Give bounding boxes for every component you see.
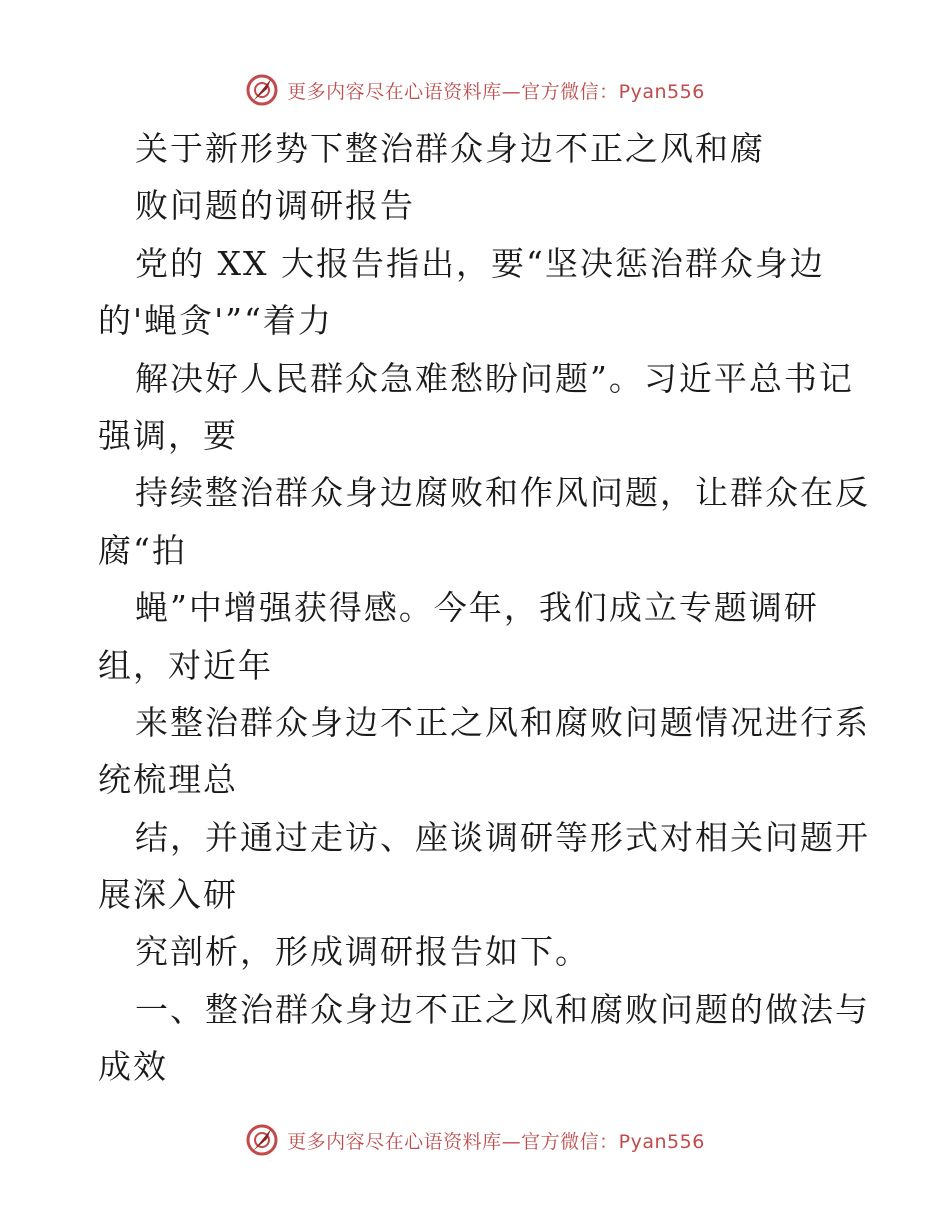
watermark-footer [0,1120,950,1160]
watermark-header [0,70,950,110]
text-line: 来整治群众身边不正之风和腐败问题情况进行系 [135,702,870,742]
text-line: 统梳理总 [98,760,238,800]
watermark-text: 更多内容尽在心语资料库—官方微信：Pyan556 [287,1130,705,1153]
text-line: 解决好人民群众急难愁盼问题”。习近平总书记 [135,358,854,398]
text-line: 党的 XX 大报告指出，要“坚决惩治群众身边 [135,243,825,283]
text-line: 结，并通过走访、座谈调研等形式对相关问题开 [135,817,870,857]
quill-logo-icon [245,1123,279,1157]
document-body [98,120,870,1096]
text-line: 败问题的调研报告 [135,186,415,226]
text-line: 究剖析，形成调研报告如下。 [135,932,590,972]
section-heading: 一、整治群众身边不正之风和腐败问题的做法与 [135,989,870,1029]
text-line: 持续整治群众身边腐败和作风问题，让群众在反 [135,473,870,513]
text-line: 腐“拍 [98,530,187,570]
text-line: 蝇”中增强获得感。今年，我们成立专题调研 [135,588,819,628]
text-line: 展深入研 [98,875,238,915]
text-line: 关于新形势下整治群众身边不正之风和腐 [135,129,765,168]
watermark-text: 更多内容尽在心语资料库—官方微信：Pyan556 [287,80,705,103]
text-line: 组，对近年 [98,645,273,685]
text-line: 的'蝇贪'”“着力 [98,301,333,341]
quill-logo-icon [245,73,279,107]
section-heading-continued: 成效 [98,1047,168,1087]
text-line: 强调，要 [98,415,238,455]
